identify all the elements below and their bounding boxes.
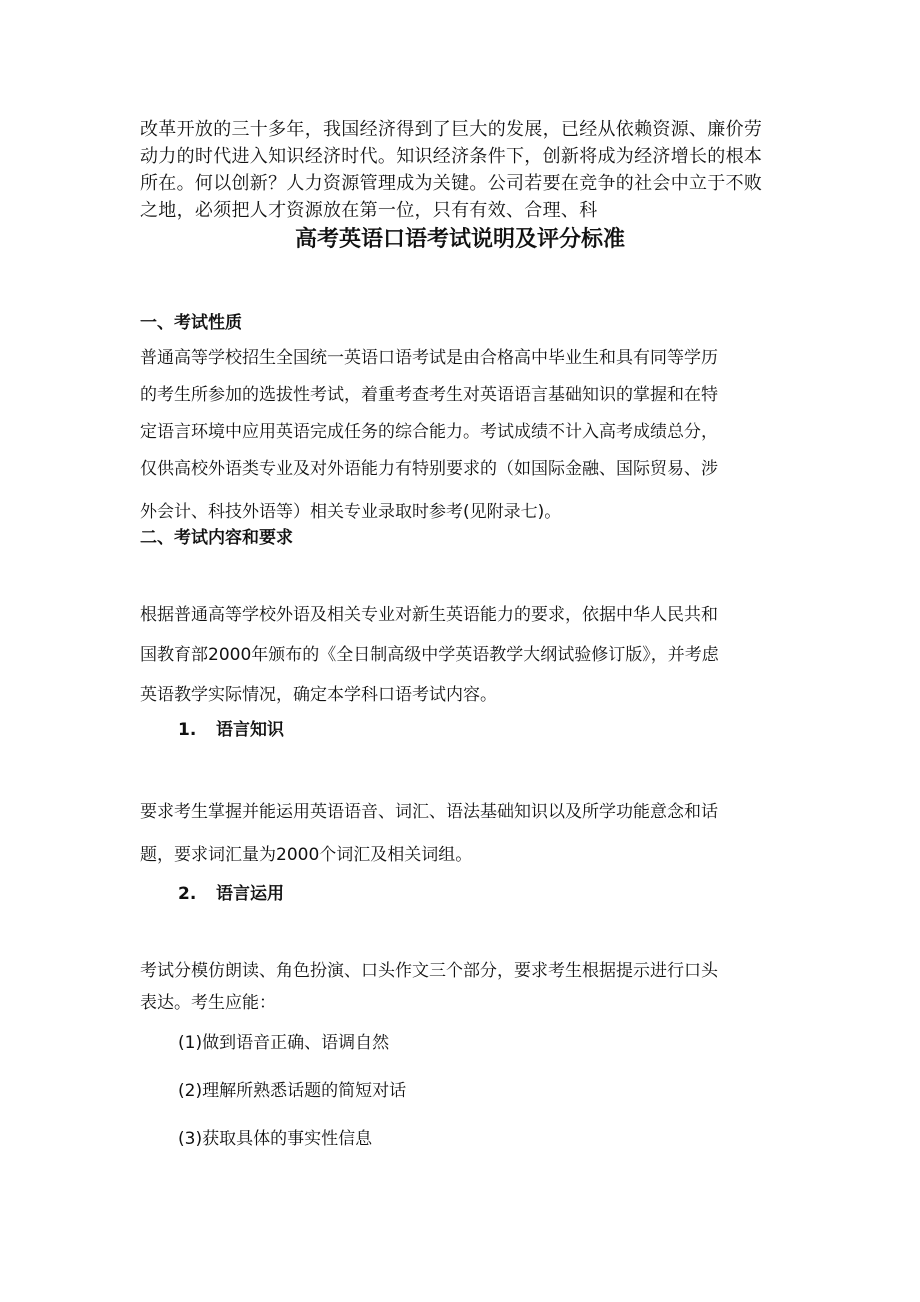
- paragraph-line: 仅供高校外语类专业及对外语能力有特别要求的（如国际金融、国际贸易、涉: [140, 459, 718, 479]
- section-heading-content-requirements: 二、考试内容和要求: [140, 528, 293, 548]
- paragraph-line: 定语言环境中应用英语完成任务的综合能力。考试成绩不计入高考成绩总分，: [140, 422, 718, 442]
- paragraph-line: 要求考生掌握并能运用英语语音、词汇、语法基础知识以及所学功能意念和话: [140, 802, 718, 822]
- paragraph-line: 英语教学实际情况，确定本学科口语考试内容。: [140, 685, 497, 705]
- subsection-paragraph-language-use: [140, 955, 780, 1019]
- paragraph-line: 的考生所参加的选拔性考试，着重考查考生对英语语言基础知识的掌握和在特: [140, 385, 718, 405]
- subsection-number: 1.: [178, 720, 197, 740]
- document-title: 高考英语口语考试说明及评分标准: [294, 227, 625, 252]
- subsection-title: 语言知识: [216, 720, 284, 740]
- subsection-number: 2.: [178, 884, 197, 904]
- paragraph-line: 考试分模仿朗读、角色扮演、口头作文三个部分，要求考生根据提示进行口头: [140, 961, 718, 981]
- subsection-paragraph-language-knowledge: [140, 791, 780, 877]
- paragraph-line: 题，要求词汇量为2000个词汇及相关词组。: [140, 845, 473, 865]
- paragraph-line: 表达。考生应能：: [140, 993, 276, 1013]
- paragraph-line: 根据普通高等学校外语及相关专业对新生英语能力的要求，依据中华人民共和: [140, 605, 718, 625]
- subsection-heading-language-knowledge: [178, 718, 284, 742]
- intro-paragraph: 改革开放的三十多年，我国经济得到了巨大的发展，已经从依赖资源、廉价劳动力的时代进入知识经济时代。知识经济条件下，创新将成为经济增长的根本所在。何以创新？人力资源管理成为关键。公司若要在竞争的社会中立于不败之地，必须把人才资源放在第一位，只有有效、合理、科: [140, 119, 763, 221]
- section-heading-exam-nature: 一、考试性质: [140, 313, 242, 333]
- list-item: (3)获取具体的事实性信息: [178, 1129, 373, 1149]
- paragraph-line: 外会计、科技外语等）相关专业录取时参考(见附录七)。: [140, 502, 562, 522]
- subsection-title: 语言运用: [216, 884, 284, 904]
- subsection-heading-language-use: [178, 882, 284, 906]
- paragraph-line: 国教育部2000年颁布的《全日制高级中学英语教学大纲试验修订版》，并考虑: [140, 645, 719, 665]
- paragraph-line: 普通高等学校招生全国统一英语口语考试是由合格高中毕业生和具有同等学历: [140, 348, 718, 368]
- section-paragraph-exam-nature: [140, 340, 780, 531]
- section-paragraph-content-requirements: [140, 595, 780, 715]
- list-item: (1)做到语音正确、语调自然: [178, 1033, 390, 1053]
- list-item: (2)理解所熟悉话题的简短对话: [178, 1081, 407, 1101]
